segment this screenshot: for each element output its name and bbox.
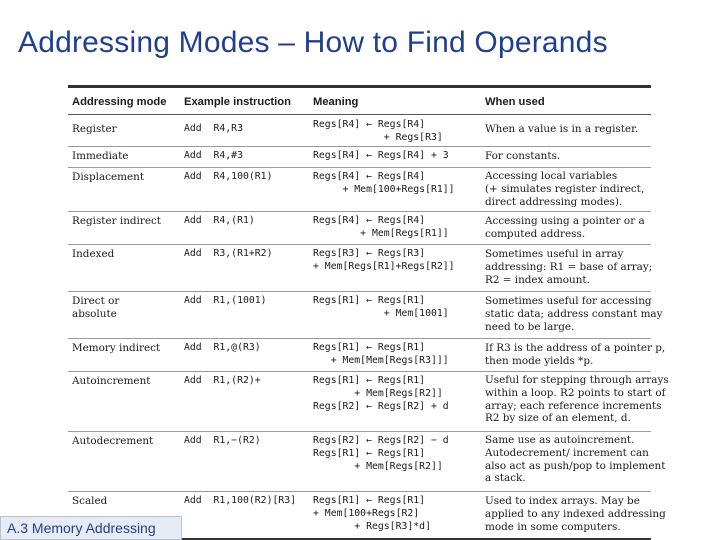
mode-cell: Autodecrement [72,435,154,447]
meaning-cell: Regs[R2] ← Regs[R2] − d Regs[R1] ← Regs[R1] + Mem[Regs[R2]] [313,435,449,472]
table-row [68,372,669,432]
when-used-cell: When a value is in a register. [485,123,639,135]
meaning-cell: Regs[R1] ← Regs[R1] + Mem[1001] [313,295,449,319]
when-used-cell: Accessing local variables (+ simulates register indirect, direct addressing modes). [485,170,645,208]
mode-cell: Indexed [72,248,115,260]
meaning-cell: Regs[R4] ← Regs[R4] + 3 [313,150,449,161]
table-header [68,88,651,115]
table-row [68,115,651,147]
meaning-cell: Regs[R4] ← Regs[R4] + Regs[R3] [313,119,443,143]
when-used-cell: Useful for stepping through arrays within a loop. R2 points to start of array; each reference increments R2 by size of an element, d. [485,374,669,425]
header-when-used: When used [485,96,545,108]
when-used-cell: Sometimes useful for accessing static data; address constant may need to be large. [485,295,663,333]
example-cell: Add R1,−(R2) [184,435,261,446]
when-used-cell: If R3 is the address of a pointer p, then mode yields *p. [485,342,666,367]
meaning-cell: Regs[R1] ← Regs[R1] + Mem[Mem[Regs[R3]]] [313,342,449,366]
table-row [68,292,663,339]
table-row [68,168,651,212]
mode-cell: Scaled [72,495,108,507]
header-meaning: Meaning [313,96,359,108]
mode-cell: Direct or absolute [72,295,120,320]
mode-cell: Displacement [72,171,144,183]
example-cell: Add R1,(R2)+ [184,375,261,386]
meaning-cell: Regs[R1] ← Regs[R1] + Mem[Regs[R2]] Regs[R2] ← Regs[R2] + d [313,375,449,412]
example-cell: Add R4,#3 [184,150,243,161]
example-cell: Add R3,(R1+R2) [184,248,273,259]
mode-cell: Register [72,123,117,135]
addressing-modes-table [68,85,669,540]
mode-cell: Immediate [72,150,129,162]
when-used-cell: Used to index arrays. May be applied to any indexed addressing mode in some computers. [485,495,666,533]
example-cell: Add R4,100(R1) [184,171,273,182]
table-row [68,339,666,372]
example-cell: Add R1,(1001) [184,295,267,306]
when-used-cell: Same use as autoincrement. Autodecrement/ increment can also act as push/pop to implement a stack. [485,434,666,485]
example-cell: Add R4,R3 [184,123,243,134]
meaning-cell: Regs[R3] ← Regs[R3] + Mem[Regs[R1]+Regs[R2]] [313,248,455,272]
when-used-cell: Accessing using a pointer or a computed address. [485,215,645,240]
header-addressing-mode: Addressing mode [72,96,167,108]
slide-title: Addressing Modes – How to Find Operands [18,26,608,59]
mode-cell: Memory indirect [72,342,161,354]
when-used-cell: Sometimes useful in array addressing: R1 = base of array; R2 = index amount. [485,248,653,286]
header-example-instruction: Example instruction [184,96,291,108]
table-row [68,432,666,492]
section-footer-label: A.3 Memory Addressing [0,516,182,540]
table-row [68,245,651,292]
meaning-cell: Regs[R1] ← Regs[R1] + Mem[100+Regs[R2] + Regs[R3]*d] [313,495,431,532]
example-cell: Add R1,100(R2)[R3] [184,495,297,506]
meaning-cell: Regs[R4] ← Regs[R4] + Mem[100+Regs[R1]] [313,171,455,195]
example-cell: Add R4,(R1) [184,215,255,226]
mode-cell: Autoincrement [72,375,151,387]
mode-cell: Register indirect [72,215,161,227]
table-row [68,212,651,245]
example-cell: Add R1,@(R3) [184,342,261,353]
meaning-cell: Regs[R4] ← Regs[R4] + Mem[Regs[R1]] [313,215,449,239]
table-row [68,147,651,168]
when-used-cell: For constants. [485,150,561,162]
